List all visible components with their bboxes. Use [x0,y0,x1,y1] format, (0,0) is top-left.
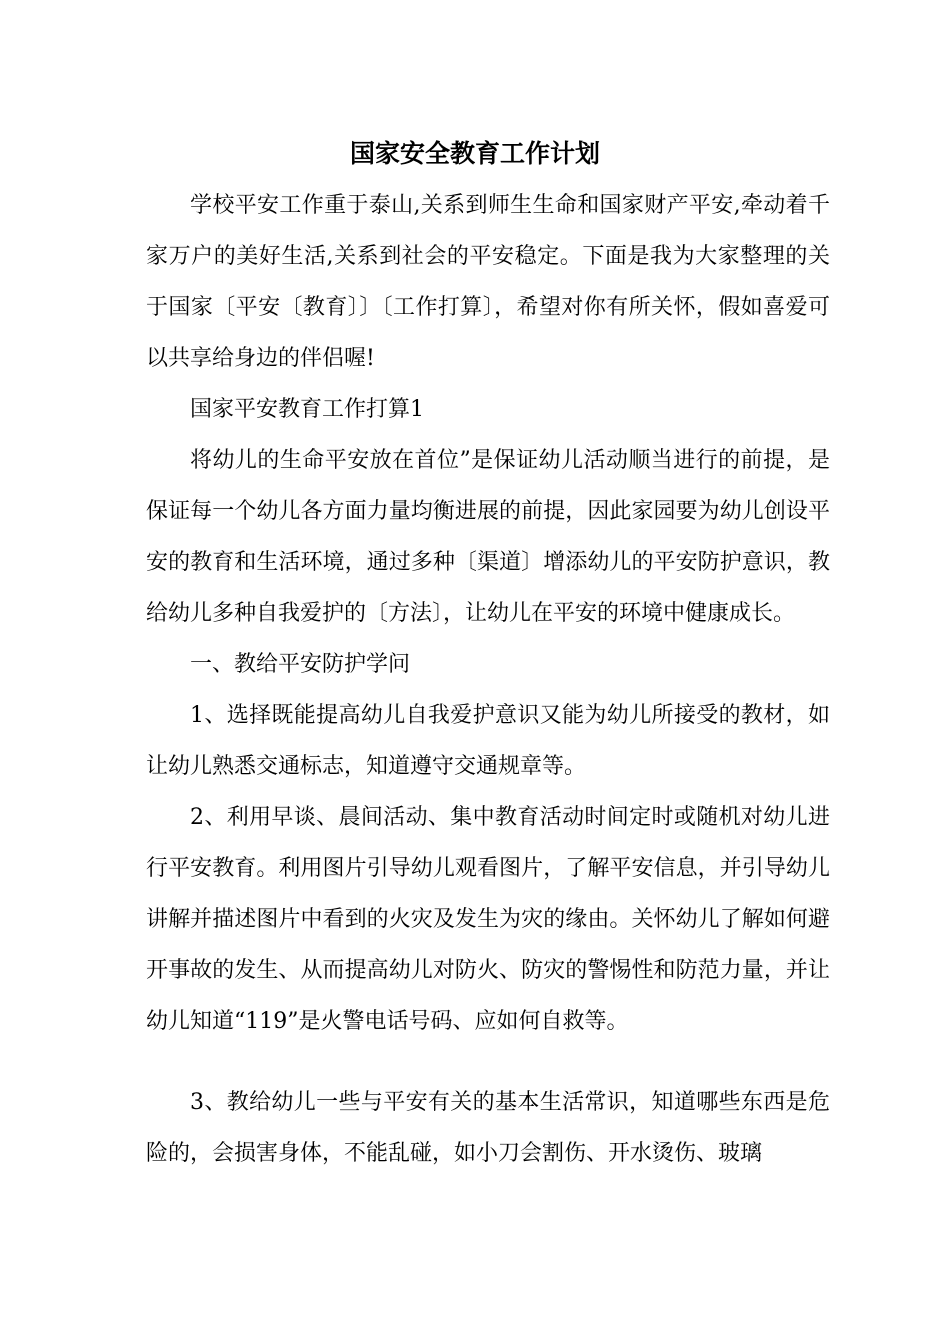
intro-paragraph: 学校平安工作重于泰山,关系到师生生命和国家财产平安,牵动着千家万户的美好生活,关系到社会的平安稳定。下面是我为大家整理的关于国家〔平安〔教育〕〕〔工作打算〕，希望对你有所关怀，假如喜爱可以共享给身边的伴侣喔! [146,193,830,371]
plan-heading: 国家平安教育工作打算1 [190,397,424,422]
list-item: 3、教给幼儿一些与平安有关的基本生活常识，知道哪些东西是危险的，会损害身体，不能乱碰，如小刀会割伤、开水烫伤、玻璃 [146,1090,830,1166]
list-item: 1、选择既能提高幼儿自我爱护意识又能为幼儿所接受的教材，如让幼儿熟悉交通标志，知道遵守交通规章等。 [146,703,830,779]
list-item: 2、利用早谈、晨间活动、集中教育活动时间定时或随机对幼儿进行平安教育。利用图片引导幼儿观看图片，了解平安信息，并引导幼儿讲解并描述图片中看到的火灾及发生为灾的缘由。关怀幼儿了解如何避开事故的发生、从而提高幼儿对防火、防灾的警惕性和防范力量，并让幼儿知道“119”是火警电话号码、应如何自救等。 [146,805,830,1034]
body-paragraph: 将幼儿的生命平安放在首位”是保证幼儿活动顺当进行的前提，是保证每一个幼儿各方面力量均衡进展的前提，因此家园要为幼儿创设平安的教育和生活环境，通过多种〔渠道〕增添幼儿的平安防护意识，教给幼儿多种自我爱护的〔方法〕，让幼儿在平安的环境中健康成长。 [146,448,830,626]
document-body [146,180,830,1179]
document-title: 国家安全教育工作计划 [349,139,600,168]
section-heading: 一、教给平安防护学问 [190,652,411,677]
